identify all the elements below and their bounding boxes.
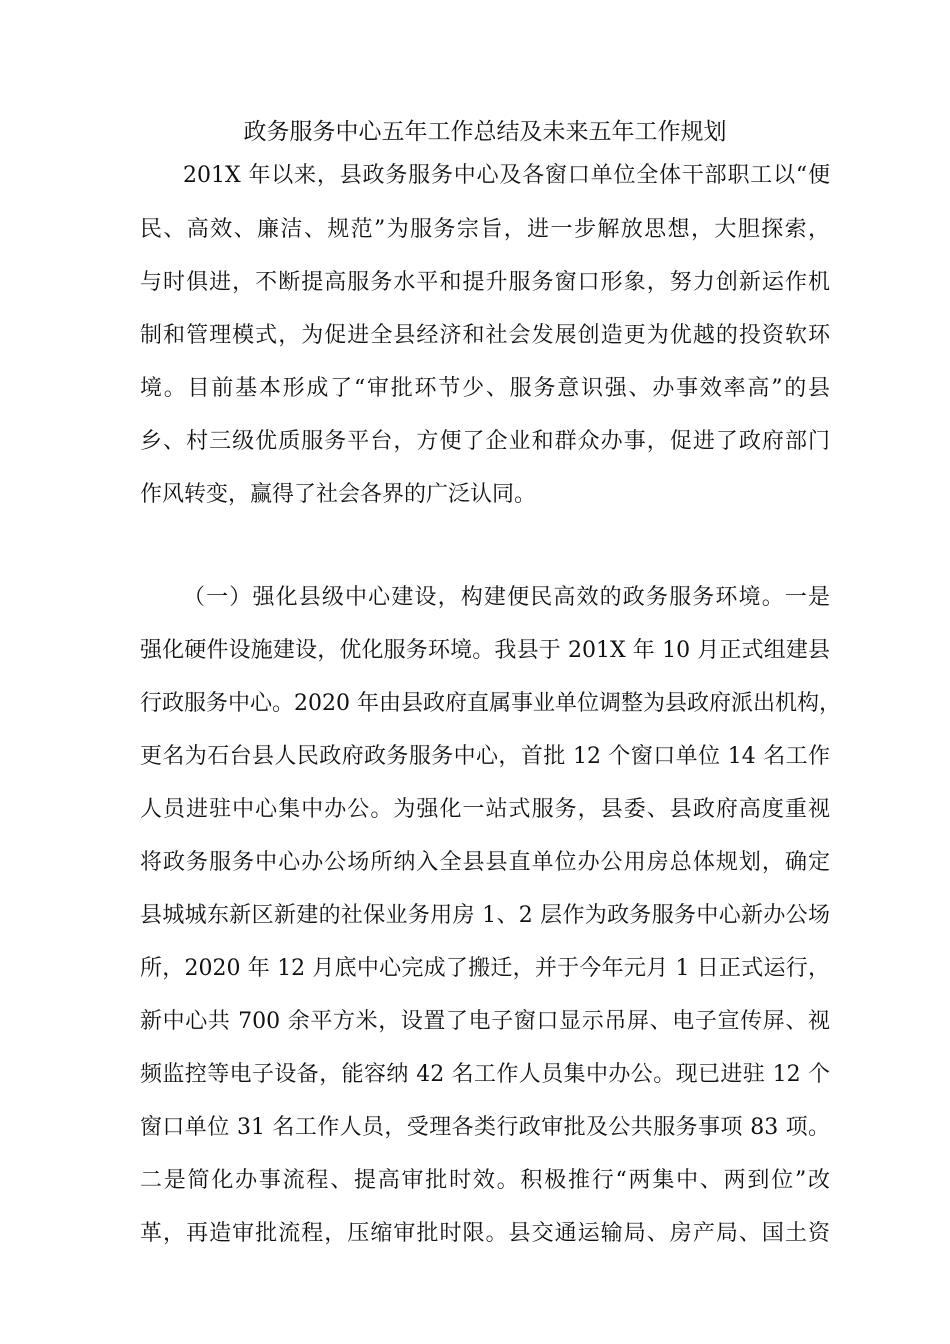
paragraph-line: 民、高效、廉洁、规范”为服务宗旨，进一步解放思想，大胆探索， <box>140 217 830 242</box>
paragraph-line: 频监控等电子设备，能容纳 42 名工作人员集中办公。现已进驻 12 个 <box>140 1062 830 1087</box>
paragraph-line: 强化硬件设施建设，优化服务环境。我县于 201X 年 10 月正式组建县 <box>140 638 830 663</box>
paragraph-line: 更名为石台县人民政府政务服务中心，首批 12 个窗口单位 14 名工作 <box>140 744 830 769</box>
paragraph-line: 窗口单位 31 名工作人员，受理各类行政审批及公共服务事项 83 项。 <box>140 1115 830 1140</box>
paragraph-line: 制和管理模式，为促进全县经济和社会发展创造更为优越的投资软环 <box>140 323 830 348</box>
paragraph-line: 革，再造审批流程，压缩审批时限。县交通运输局、房产局、国土资 <box>140 1221 830 1246</box>
paragraph-line: 新中心共 700 余平方米，设置了电子窗口显示吊屏、电子宣传屏、视 <box>140 1009 830 1034</box>
paragraph-line: 二是简化办事流程、提高审批时效。积极推行“两集中、两到位”改 <box>140 1168 830 1193</box>
paragraph-line: 将政务服务中心办公场所纳入全县县直单位办公用房总体规划，确定 <box>140 850 830 875</box>
paragraph-line: 与时俱进，不断提高服务水平和提升服务窗口形象，努力创新运作机 <box>140 270 830 295</box>
paragraph-line: 乡、村三级优质服务平台，方便了企业和群众办事，促进了政府部门 <box>140 429 830 454</box>
paragraph-line: 县城城东新区新建的社保业务用房 1、2 层作为政务服务中心新办公场 <box>140 903 830 928</box>
paragraph-line: 作风转变，赢得了社会各界的广泛认同。 <box>140 482 537 507</box>
paragraph-line: 人员进驻中心集中办公。为强化一站式服务，县委、县政府高度重视 <box>140 797 830 822</box>
paragraph-line: 201X 年以来，县政务服务中心及各窗口单位全体干部职工以“便 <box>183 163 830 188</box>
paragraph-line: 行政服务中心。2020 年由县政府直属事业单位调整为县政府派出机构， <box>140 691 841 716</box>
paragraph-line: 所，2020 年 12 月底中心完成了搬迁，并于今年元月 1 日正式运行， <box>140 956 830 981</box>
document-title: 政务服务中心五年工作总结及未来五年工作规划 <box>243 119 727 145</box>
paragraph-line: 境。目前基本形成了“审批环节少、服务意识强、办事效率高”的县 <box>140 376 830 401</box>
paragraph-line: （一）强化县级中心建设，构建便民高效的政务服务环境。一是 <box>183 585 830 610</box>
